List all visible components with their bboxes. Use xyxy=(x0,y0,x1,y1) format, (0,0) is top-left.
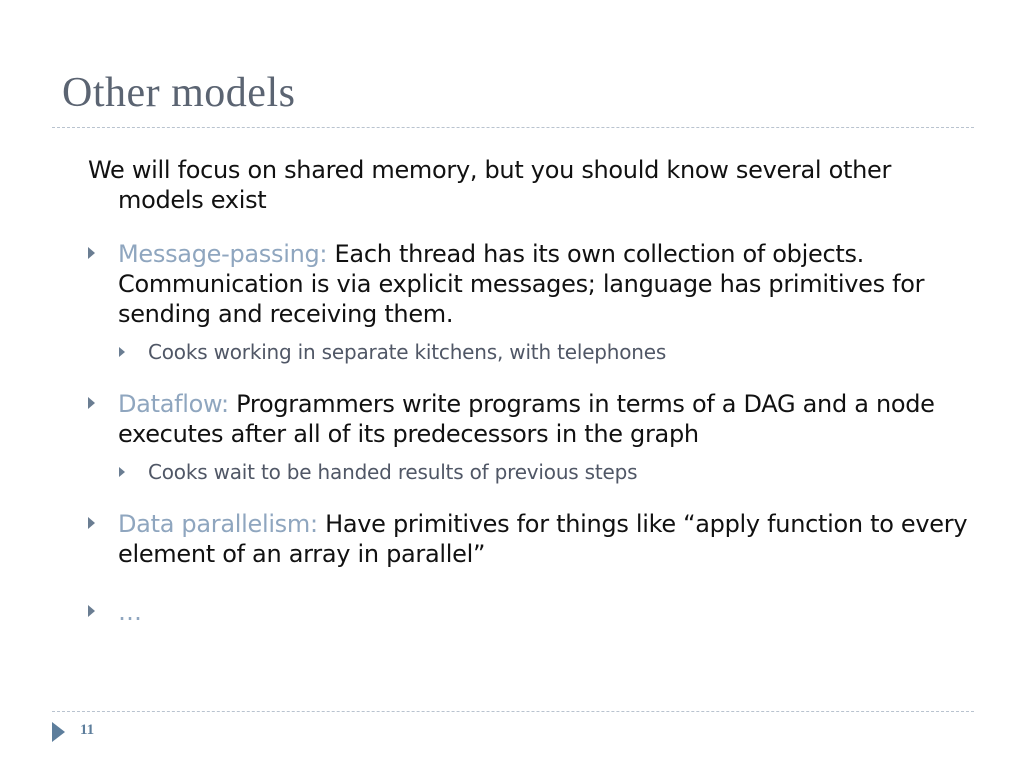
triangle-bullet-icon xyxy=(88,247,95,259)
triangle-bullet-icon xyxy=(88,517,95,529)
triangle-arrow-icon xyxy=(52,722,65,742)
bullet-term: … xyxy=(118,598,142,626)
sub-bullet-message-passing xyxy=(88,339,968,365)
title-divider xyxy=(52,127,974,128)
slide-title: Other models xyxy=(62,70,296,116)
bullet-text: Programmers write programs in terms of a DAG and a node executes after all of its predecessors in the graph xyxy=(118,390,935,448)
bullet-text: Each thread has its own collection of objects. Communication is via explicit messages; language has primitives for sending and receiving them. xyxy=(118,240,925,328)
triangle-bullet-icon xyxy=(119,347,125,357)
sub-bullet-dataflow xyxy=(88,459,968,485)
bullet-ellipsis xyxy=(88,597,968,627)
bullet-term: Dataflow: xyxy=(118,390,229,418)
bullet-term: Data parallelism: xyxy=(118,510,318,538)
bullet-text: Have primitives for things like “apply function to every element of an array in parallel” xyxy=(118,510,968,568)
bullet-term: Message-passing: xyxy=(118,240,328,268)
sub-bullet-text: Cooks wait to be handed results of previous steps xyxy=(148,460,638,484)
triangle-bullet-icon xyxy=(88,605,95,617)
sub-bullet-text: Cooks working in separate kitchens, with telephones xyxy=(148,340,667,364)
page-number: 11 xyxy=(80,722,95,738)
triangle-bullet-icon xyxy=(119,467,125,477)
bullet-data-parallelism xyxy=(88,509,968,569)
bullet-dataflow xyxy=(88,389,968,449)
slide-body xyxy=(88,155,968,637)
intro-text: We will focus on shared memory, but you should know several other models exist xyxy=(88,156,892,214)
bullet-message-passing xyxy=(88,239,968,329)
footer-divider xyxy=(52,711,974,712)
triangle-bullet-icon xyxy=(88,397,95,409)
